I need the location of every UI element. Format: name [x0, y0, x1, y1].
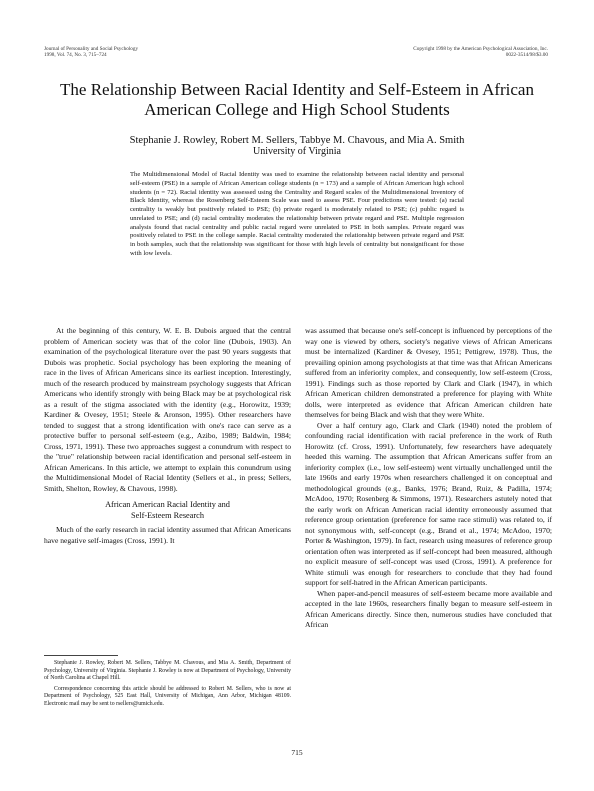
intro-paragraph: At the beginning of this century, W. E. B. Dubois argued that the central problem of American society was that of the color line (Dubois, 1903). An examination of the psychological literature over the past 90 years suggests that Dubois was prophetic. Social psychology has been exploring the meaning of race in the lives of African Americans since its earliest inception. Interestingly, much of the research produced by mainstream psychology suggests that African Americans who identify strongly with being Black may be at psychological risk as a result of the stigma associated with the identity (e.g., Horowitz, 1939; Kardiner & Ovesey, 1951; Steele & Aronson, 1995). Other researchers have tended to suggest that a strong identification with one's race can serve as a protective buffer to personal self-esteem (e.g., Azibo, 1989; Baldwin, 1984; Cross, 1971, 1991). These two approaches suggest a conundrum with respect to the "true" relationship between racial identification and personal self-esteem in African Americans. In this article, we attempt to explain this conundrum using the Multidimensional Model of Racial Identity (Sellers et al., in press; Sellers, Smith, Shelton, Rowley, & Chavous, 1998). — [44, 326, 291, 493]
right-column — [305, 326, 552, 631]
footnotes — [44, 660, 291, 712]
section-heading — [44, 499, 291, 521]
section-heading-line1: African American Racial Identity and — [105, 500, 230, 509]
abstract: The Multidimensional Model of Racial Identity was used to examine the relationship between racial identity and personal self-esteem (PSE) in a sample of African American college students (n = 173) and a sample of African American high school students (n = 72). Racial identity was assessed using the Centrality and Regard scales of the Multidimensional Inventory of Black Identity, whereas the Rosenberg Self-Esteem Scale was used to assess PSE. Four predictions were tested: (a) racial centrality is weakly but positively related to PSE; (b) private regard is moderately related to PSE; (c) public regard is unrelated to PSE; and (d) racial centrality moderates the relationship between private regard and PSE. Multiple regression analysis found that racial centrality and public racial regard were unrelated to PSE in both samples. Private regard was positively related to PSE in the college sample. Racial centrality moderated the relationship between private regard and PSE in both samples, such that the relationship was significant for those with high levels of centrality but nonsignificant for those with low levels. — [130, 171, 464, 257]
copyright-header — [413, 46, 548, 58]
paper-title: The Relationship Between Racial Identity and Self-Esteem in African American College and High School Students — [60, 80, 534, 119]
section-heading-line2: Self-Esteem Research — [130, 511, 205, 520]
body-paragraph: When paper-and-pencil measures of self-esteem became more available and accepted in the late 1960s, researchers finally began to measure self-esteem in African Americans directly. Since then, numerous studies have concluded that African — [305, 588, 552, 629]
journal-header — [44, 46, 138, 58]
copyright-notice: Copyright 1998 by the American Psychological Association, Inc. — [413, 46, 548, 52]
journal-volume: 1998, Vol. 74, No. 3, 715–724 — [44, 52, 107, 59]
author-list: Stephanie J. Rowley, Robert M. Sellers, Tabbye M. Chavous, and Mia A. Smith — [129, 135, 465, 146]
footnote-divider — [44, 655, 118, 656]
body-paragraph: Over a half century ago, Clark and Clark (1940) noted the problem of confounding racial identification with racial preference in the work of Ruth Horowitz (cf. Cross, 1991). Unfortunately, few researchers have adequately heeded this warning. The assumption that African Americans suffer from an inferiority complex (i.e., low self-esteem) went virtually unchallenged until the late 1960s and early 1970s when researchers challenged it on conceptual and methodological grounds (e.g., Banks, 1976; Brand, Ruiz, & Padilla, 1974; McAdoo, 1970; Rosenberg & Simmons, 1971). Researchers astutely noted that the early work on African American racial identity erroneously assumed that reference group orientation (preference for same race stimuli) was related to, if not synonymous with, self-concept (e.g., Brand et al., 1974; McAdoo, 1970; Porter & Washington, 1979). In fact, research using measures of reference group orientation often was interpreted as if self-concept had been measured, although no explicit measure of self-concept was used (Cross, 1991). A preference for White stimuli was enough for researchers to conclude that they had found support for self-hatred in the African American participants. — [305, 420, 552, 587]
correspondence-note: Correspondence concerning this article should be addressed to Robert M. Sellers, who is now at Department of Psychology, 525 East Hall, University of Michigan, Ann Arbor, Michigan 48109. Electronic mail may be sent to rsellers@umich.edu. — [44, 685, 291, 707]
left-column — [44, 326, 291, 546]
journal-name: Journal of Personality and Social Psychology — [44, 46, 139, 52]
affiliation: University of Virginia — [253, 146, 341, 157]
page-number: 715 — [291, 748, 303, 757]
issn-code: 0022-3514/98/$3.00 — [505, 52, 548, 59]
section-paragraph: Much of the early research in racial identity assumed that African Americans have negative self-images (Cross, 1991). It — [44, 525, 291, 545]
continued-paragraph: was assumed that because one's self-concept is influenced by perceptions of the way one is viewed by others, society's negative views of African Americans must be internalized (Kardiner & Ovesey, 1951; Pettigrew, 1978). Thus, the prevailing opinion among psychologists at that time was that African Americans suffered from an inferiority complex, and consequently, low self-esteem (Cross, 1991). Findings such as those reported by Clark and Clark (1947), in which African American children demonstrated a preference for playing with White dolls, were interpreted as evidence that African American children hate themselves for being Black and wish that they were White. — [305, 326, 552, 419]
author-note: Stephanie J. Rowley, Robert M. Sellers, Tabbye M. Chavous, and Mia A. Smith, Department of Psychology, University of Virginia. Stephanie J. Rowley is now at Department of Psychology, University of North Carolina at Chapel Hill. — [44, 660, 291, 682]
